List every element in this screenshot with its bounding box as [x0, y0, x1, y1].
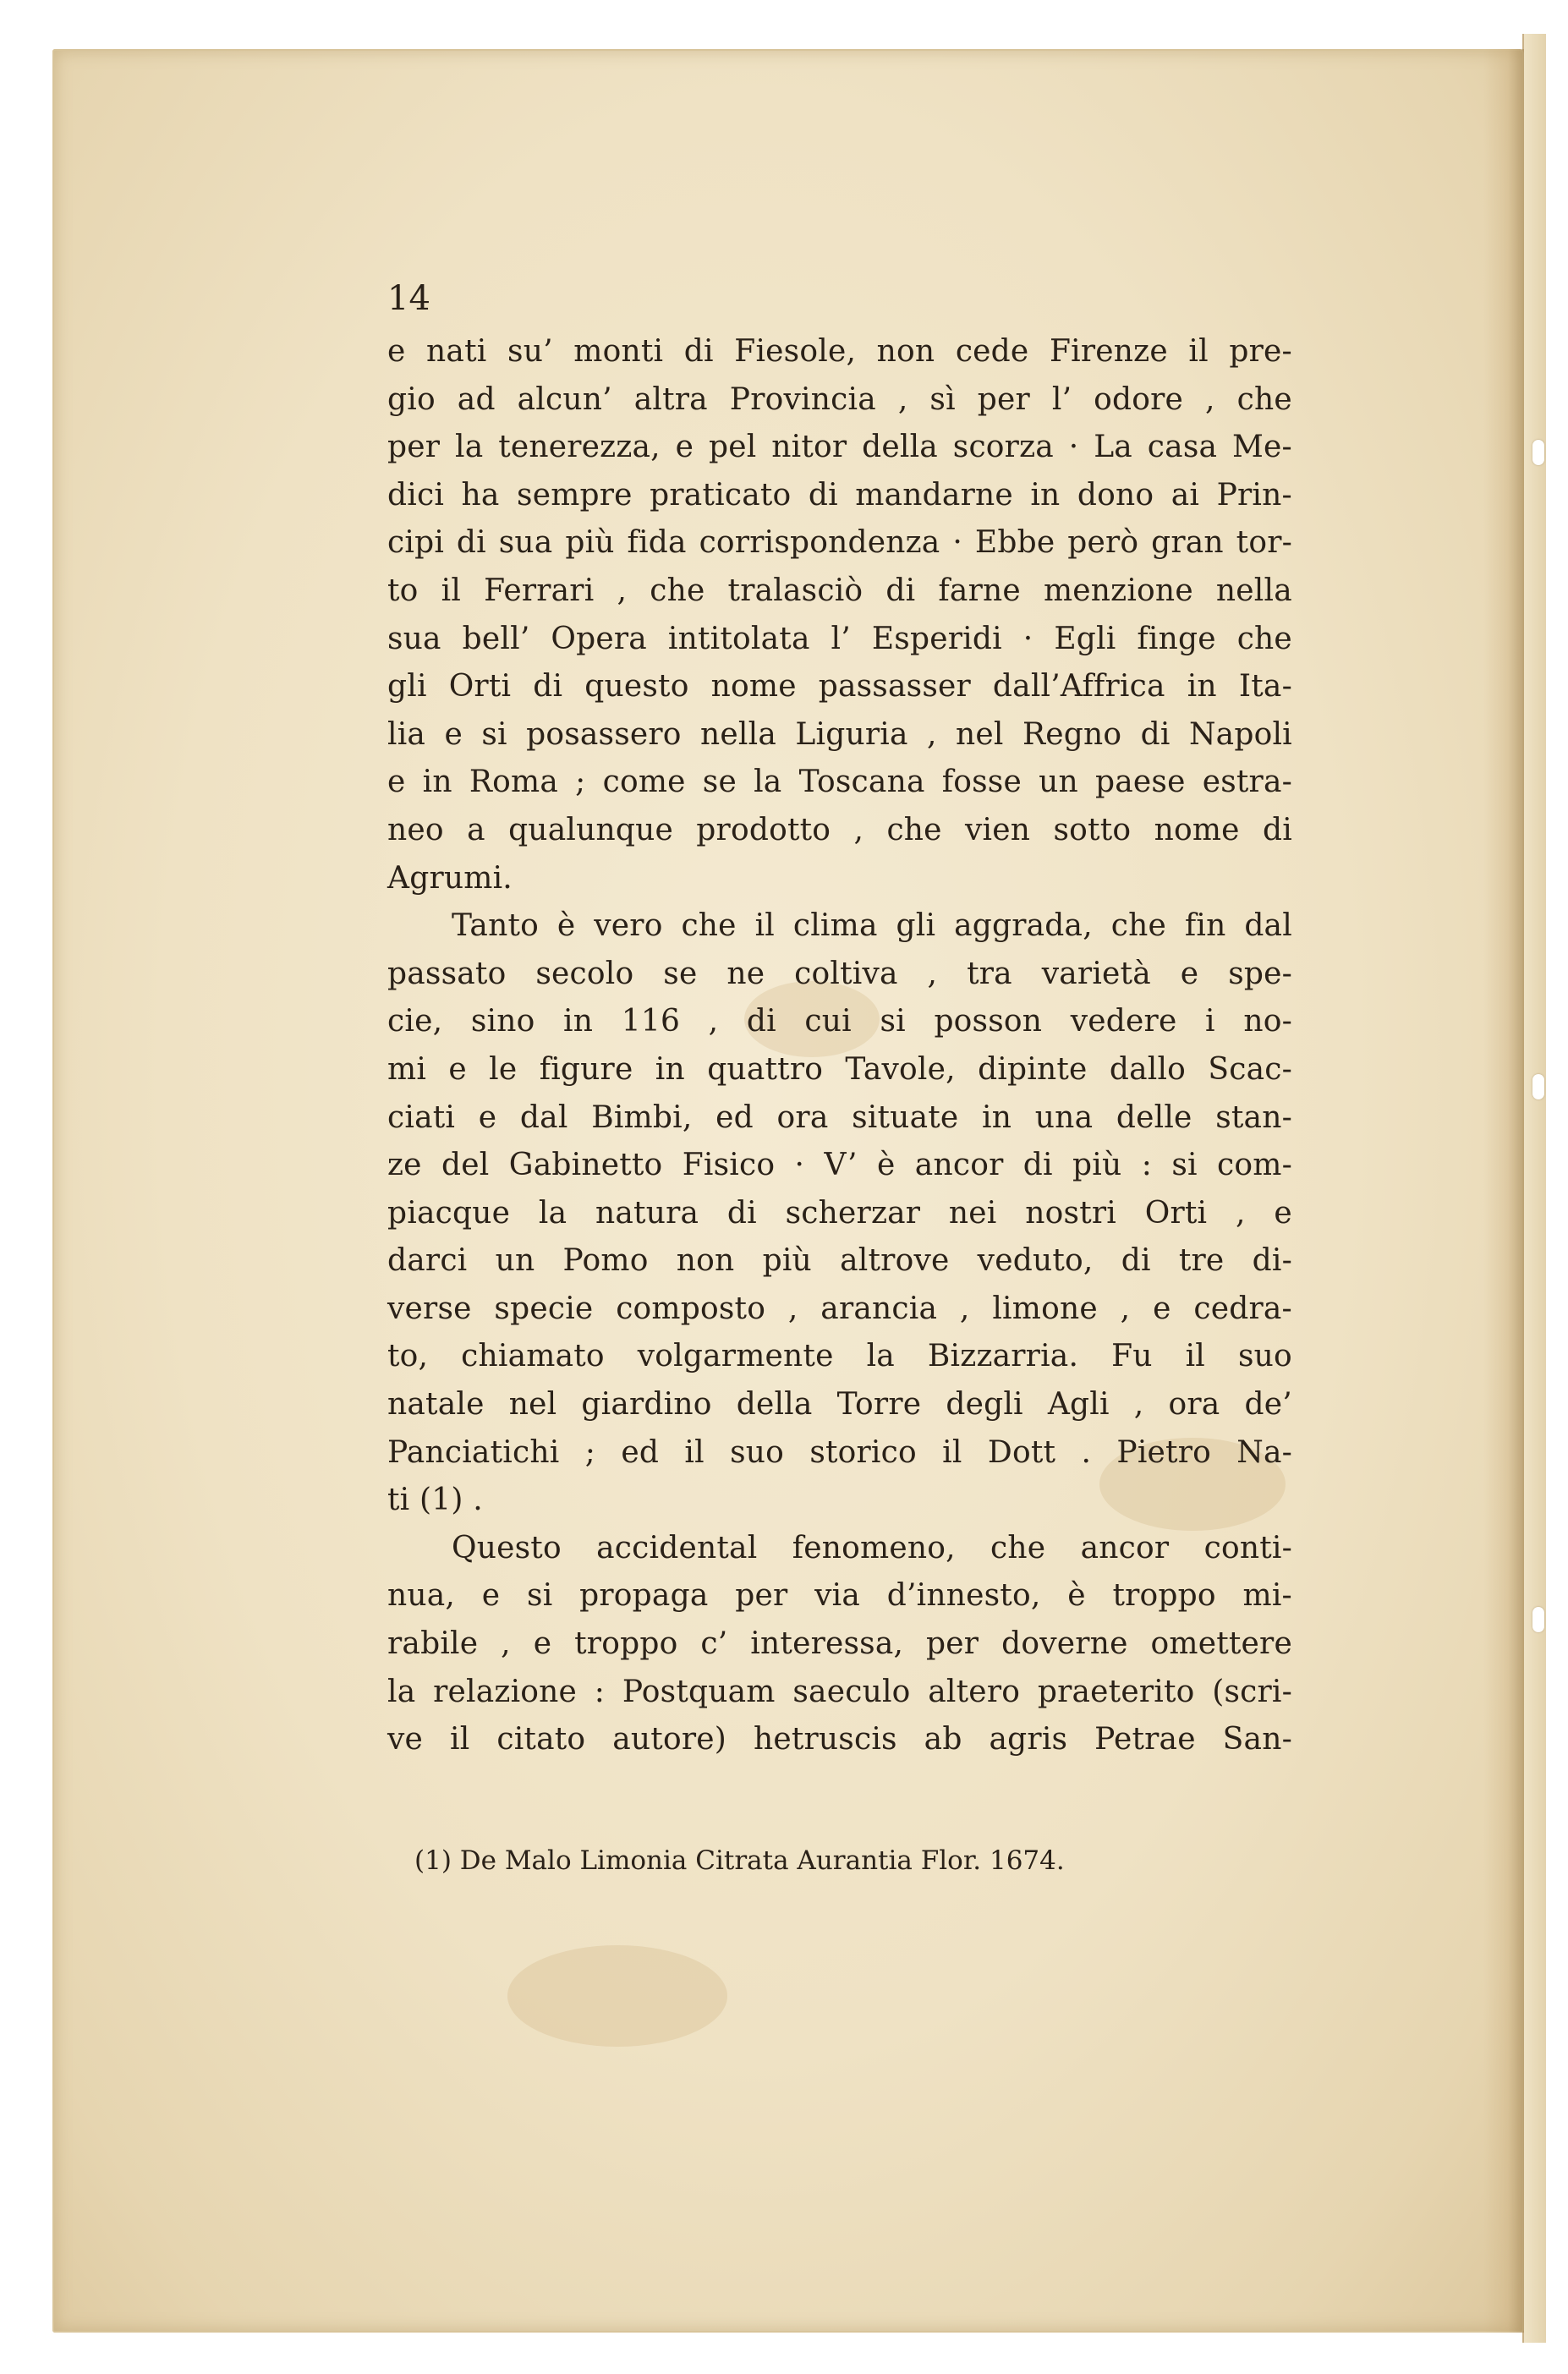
text-line: gli Orti di questo nome passasser dall’Affrica in Ita- [387, 669, 1292, 705]
text-line: piacque la natura di scherzar nei nostri Orti , e [387, 1195, 1292, 1231]
text-line: nua, e si propaga per via d’innesto, è troppo mi- [387, 1578, 1292, 1614]
text-line: cipi di sua più fida corrispondenza · Ebbe però gran tor- [387, 525, 1292, 561]
text-line: mi e le figure in quattro Tavole, dipinte dallo Scac- [387, 1051, 1292, 1087]
footnote: (1) De Malo Limonia Citrata Aurantia Flor. 1674. [414, 1845, 1065, 1876]
text-line: verse specie composto , arancia , limone , e cedra- [387, 1291, 1292, 1326]
text-line: dici ha sempre praticato di mandarne in dono ai Prin- [387, 477, 1292, 513]
binding-hole [1532, 1607, 1544, 1632]
text-line: Tanto è vero che il clima gli aggrada, che fin dal [452, 908, 1292, 944]
text-line: to il Ferrari , che tralasciò di farne menzione nella [387, 573, 1292, 608]
binding-hole [1532, 1074, 1544, 1099]
text-line: Panciatichi ; ed il suo storico il Dott . Pietro Na- [387, 1434, 1292, 1470]
text-line: passato secolo se ne coltiva , tra varietà e spe- [387, 956, 1292, 991]
text-line: per la tenerezza, e pel nitor della scorza · La casa Me- [387, 430, 1292, 465]
text-line: ze del Gabinetto Fisico · V’ è ancor di più : si com- [387, 1148, 1292, 1183]
text-line: darci un Pomo non più altrove veduto, di tre di- [387, 1243, 1292, 1279]
text-line: lia e si posassero nella Liguria , nel Regno di Napoli [387, 716, 1292, 752]
text-line: la relazione : Postquam saeculo altero praeterito (scri- [387, 1674, 1292, 1709]
binding-hole [1532, 440, 1544, 465]
text-line: ti (1) . [387, 1483, 483, 1518]
text-line: sua bell’ Opera intitolata l’ Esperidi · Egli finge che [387, 621, 1292, 656]
adjacent-sheet-edge [1522, 34, 1546, 2343]
text-line: ciati e dal Bimbi, ed ora situate in una delle stan- [387, 1099, 1292, 1135]
text-line: to, chiamato volgarmente la Bizzarria. Fu il suo [387, 1339, 1292, 1374]
foxing-stain [507, 1945, 727, 2047]
page-number: 14 [387, 279, 430, 318]
text-line: gio ad alcun’ altra Provincia , sì per l’ odore , che [387, 381, 1292, 417]
text-line: ve il citato autore) hetruscis ab agris Petrae San- [387, 1722, 1292, 1757]
text-line: neo a qualunque prodotto , che vien sotto nome di [387, 812, 1292, 847]
text-line: cie, sino in 116 , di cui si posson vedere i no- [387, 1004, 1292, 1039]
leaf-edge-shading [1483, 49, 1524, 2333]
text-line: Questo accidental fenomeno, che ancor conti- [452, 1530, 1292, 1565]
body-text [387, 328, 1292, 1764]
text-line: rabile , e troppo c’ interessa, per doverne omettere [387, 1626, 1292, 1662]
text-line: e nati su’ monti di Fiesole, non cede Firenze il pre- [387, 334, 1292, 369]
text-line: natale nel giardino della Torre degli Agli , ora de’ [387, 1387, 1292, 1423]
text-line: e in Roma ; come se la Toscana fosse un paese estra- [387, 765, 1292, 800]
text-line: Agrumi. [387, 860, 513, 896]
